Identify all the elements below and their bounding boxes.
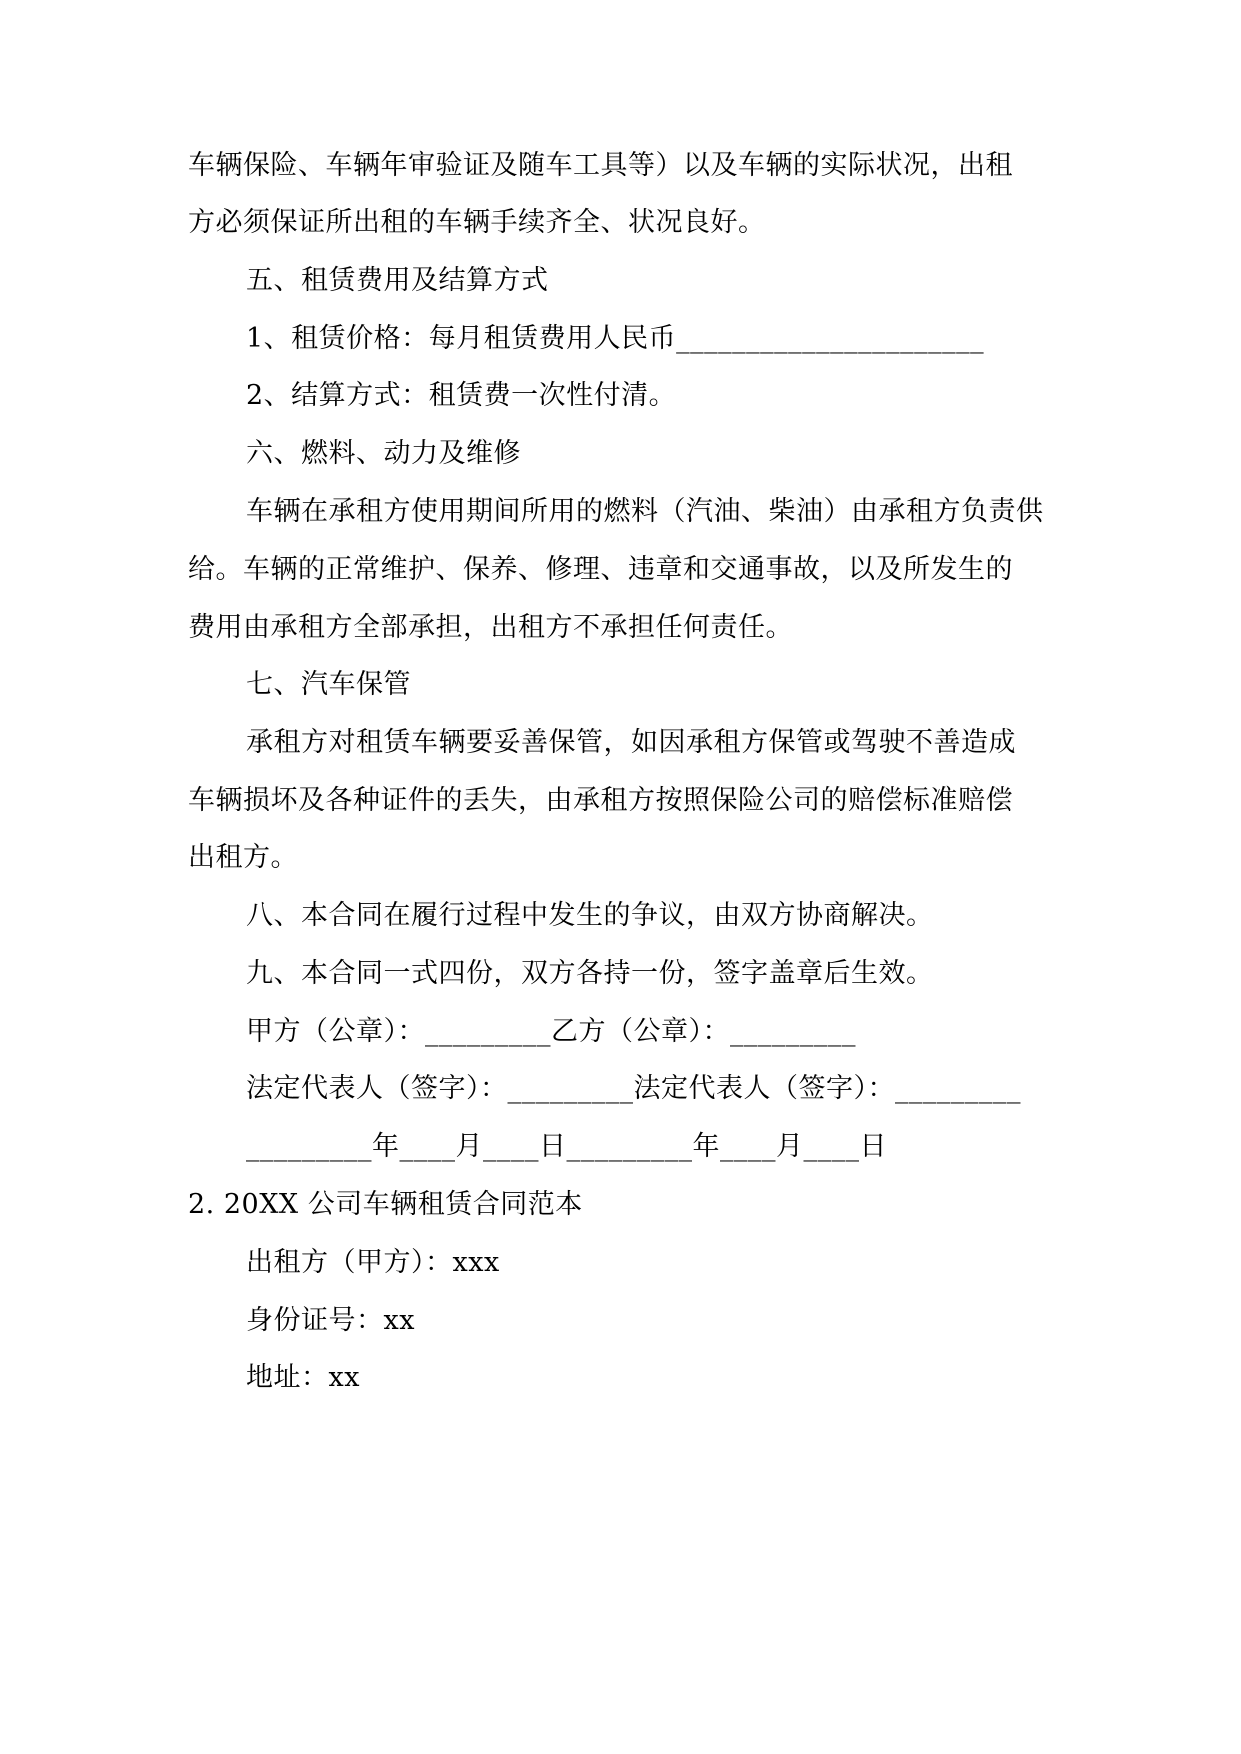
signature-line: 甲方（公章）：_________乙方（公章）：_________ xyxy=(246,1016,856,1047)
paragraph-line: 出租方。 xyxy=(188,842,298,873)
section-heading: 八、本合同在履行过程中发生的争议，由双方协商解决。 xyxy=(246,900,934,931)
section-heading: 七、汽车保管 xyxy=(246,669,411,700)
signature-line: 法定代表人（签字）：_________法定代表人（签字）：_________ xyxy=(246,1073,1021,1104)
paragraph-line: 费用由承租方全部承担，出租方不承担任何责任。 xyxy=(188,612,793,643)
party-info-line: 身份证号：xx xyxy=(246,1305,415,1336)
paragraph-line: 给。车辆的正常维护、保养、修理、违章和交通事故，以及所发生的 xyxy=(188,554,1013,585)
paragraph-line: 方必须保证所出租的车辆手续齐全、状况良好。 xyxy=(188,207,766,238)
party-info-line: 地址：xx xyxy=(246,1362,360,1393)
contract-title: 2. 20XX 公司车辆租赁合同范本 xyxy=(188,1189,583,1220)
party-info-line: 出租方（甲方）：xxx xyxy=(246,1247,500,1278)
paragraph-line: 承租方对租赁车辆要妥善保管，如因承租方保管或驾驶不善造成 xyxy=(246,727,1016,758)
section-heading: 五、租赁费用及结算方式 xyxy=(246,265,549,296)
section-heading: 六、燃料、动力及维修 xyxy=(246,438,521,469)
paragraph-line: 车辆保险、车辆年审验证及随车工具等）以及车辆的实际状况，出租 xyxy=(188,150,1013,181)
paragraph-line: 车辆损坏及各种证件的丢失，由承租方按照保险公司的赔偿标准赔偿 xyxy=(188,785,1013,816)
paragraph-line: 车辆在承租方使用期间所用的燃料（汽油、柴油）由承租方负责供 xyxy=(246,496,1044,527)
clause-item: 2、结算方式：租赁费一次性付清。 xyxy=(246,380,677,411)
clause-item: 1、租赁价格：每月租赁费用人民币______________________ xyxy=(246,323,985,354)
section-heading: 九、本合同一式四份，双方各持一份，签字盖章后生效。 xyxy=(246,958,934,989)
date-line: _________年____月____日_________年____月____日 xyxy=(246,1131,887,1162)
